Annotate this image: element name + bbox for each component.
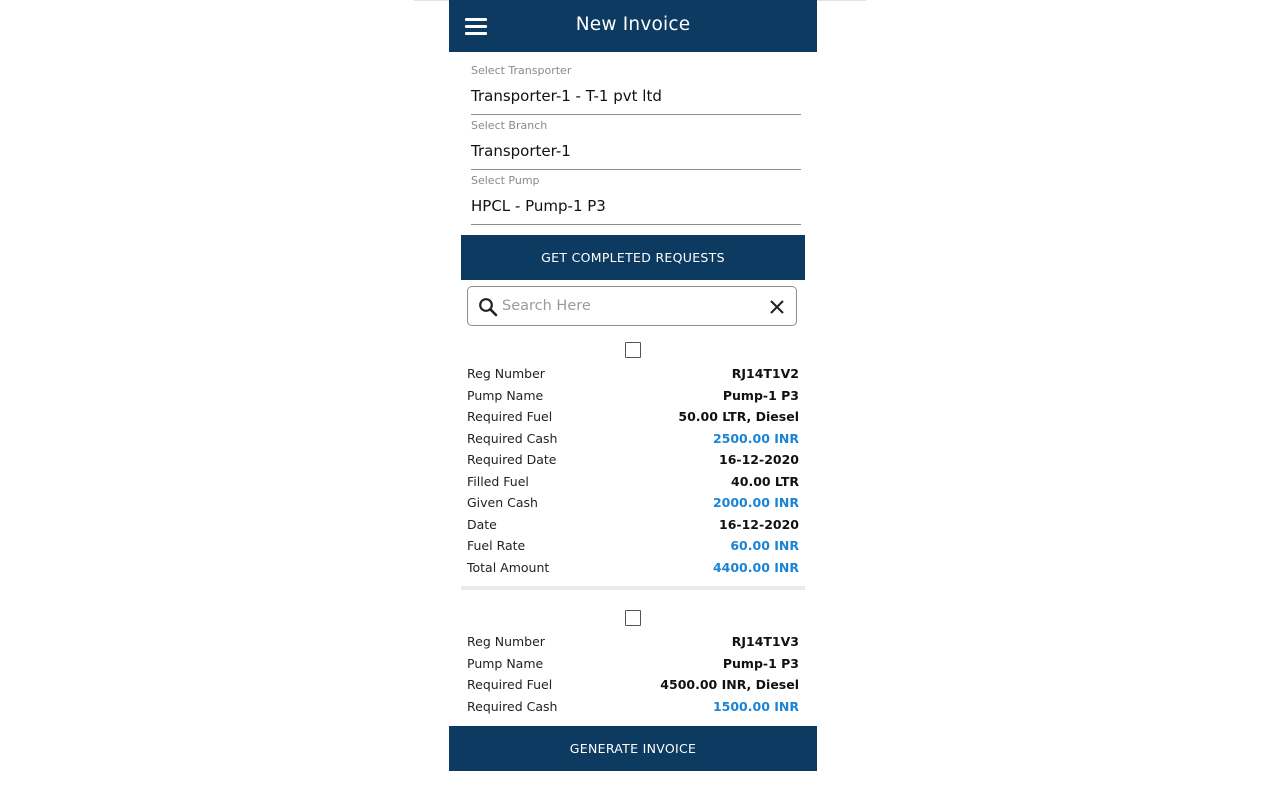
card-divider	[461, 586, 805, 590]
row-label: Reg Number	[467, 366, 545, 381]
row-value: RJ14T1V2	[731, 366, 799, 381]
request-row	[467, 409, 799, 429]
select-pump-field[interactable]	[471, 172, 801, 225]
row-label: Given Cash	[467, 495, 538, 510]
row-label: Total Amount	[467, 559, 550, 575]
select-branch-label: Select Branch	[471, 119, 548, 132]
search-input[interactable]	[502, 295, 752, 317]
app-screen	[449, 0, 817, 771]
select-transporter-value: Transporter-1 - T-1 pvt ltd	[471, 87, 662, 105]
select-request-checkbox[interactable]	[625, 342, 641, 358]
row-value: Pump-1 P3	[722, 655, 799, 671]
request-row	[467, 656, 799, 676]
request-row	[467, 634, 799, 654]
row-value: Pump-1 P3	[722, 387, 799, 403]
row-value: 16-12-2020	[719, 516, 799, 532]
row-label: Required Cash	[467, 698, 558, 714]
row-label: Fuel Rate	[467, 538, 526, 553]
row-label: Reg Number	[467, 634, 545, 649]
row-value: 16-12-2020	[719, 452, 799, 467]
row-value: 4400.00 INR	[712, 559, 799, 575]
select-request-checkbox[interactable]	[625, 610, 641, 626]
app-header	[449, 0, 817, 52]
close-icon[interactable]	[768, 298, 786, 316]
request-row	[467, 495, 799, 515]
row-label: Filled Fuel	[467, 473, 529, 489]
search-box	[467, 286, 797, 326]
row-value: 2500.00 INR	[712, 430, 799, 446]
request-row	[467, 677, 799, 697]
row-value: 50.00 LTR, Diesel	[678, 409, 799, 424]
request-row	[467, 474, 799, 494]
request-row	[467, 699, 799, 719]
select-pump-value: HPCL - Pump-1 P3	[471, 197, 606, 215]
row-label: Required Fuel	[467, 677, 553, 692]
row-label: Required Date	[467, 452, 557, 467]
request-row	[467, 560, 799, 580]
row-label: Required Fuel	[467, 409, 553, 424]
row-label: Required Cash	[467, 430, 558, 446]
row-value: 1500.00 INR	[712, 698, 799, 714]
select-pump-label: Select Pump	[471, 174, 540, 187]
row-value: 40.00 LTR	[731, 473, 799, 489]
row-label: Date	[467, 516, 497, 532]
row-label: Pump Name	[467, 387, 544, 403]
request-row	[467, 538, 799, 558]
row-value: RJ14T1V3	[731, 634, 799, 649]
get-completed-requests-button[interactable]: GET COMPLETED REQUESTS	[461, 235, 805, 280]
request-row	[467, 517, 799, 537]
page-title: New Invoice	[575, 14, 691, 35]
select-branch-field[interactable]	[471, 117, 801, 170]
row-value: 2000.00 INR	[712, 495, 799, 510]
row-value: 60.00 INR	[730, 538, 799, 553]
select-transporter-field[interactable]	[471, 62, 801, 115]
search-icon	[478, 297, 498, 317]
generate-invoice-button[interactable]: GENERATE INVOICE	[449, 726, 817, 771]
request-row	[467, 366, 799, 386]
request-row	[467, 452, 799, 472]
select-transporter-label: Select Transporter	[471, 64, 572, 77]
row-value: 4500.00 INR, Diesel	[660, 677, 799, 692]
request-row	[467, 431, 799, 451]
select-branch-value: Transporter-1	[471, 142, 571, 160]
request-row	[467, 388, 799, 408]
row-label: Pump Name	[467, 655, 544, 671]
